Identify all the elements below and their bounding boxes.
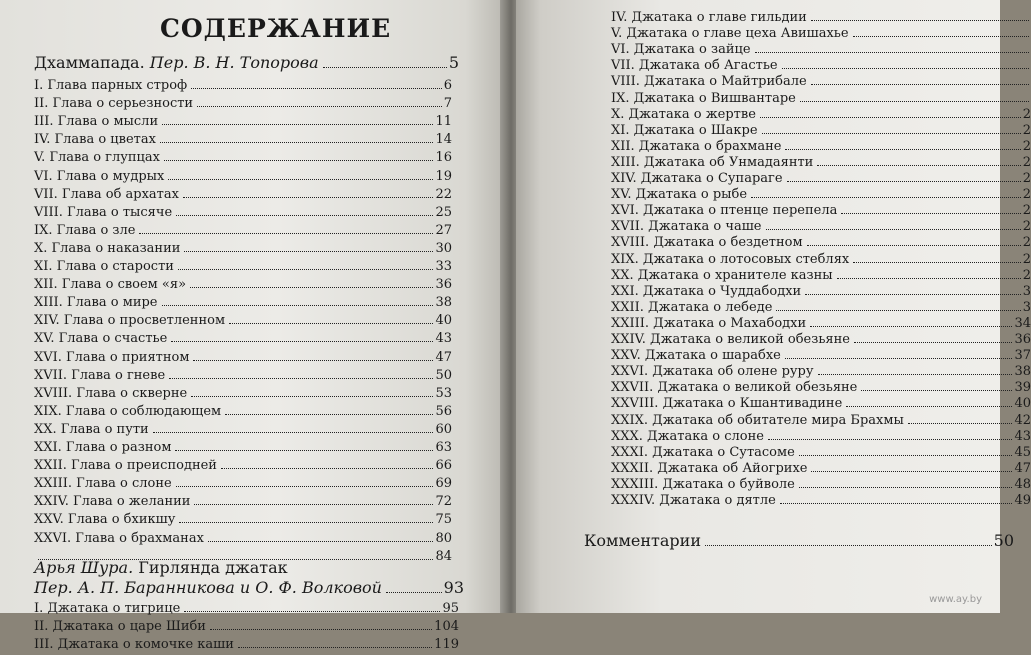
entry-title: III. Джатака о комочке каши xyxy=(34,637,234,652)
entry-title: V. Глава о глупцах xyxy=(34,150,160,166)
entry-title: XXX. Джатака о слоне xyxy=(611,428,764,444)
toc-entry xyxy=(34,150,452,168)
page-number: 80 xyxy=(435,530,452,546)
leader-dots xyxy=(787,181,1021,182)
entry-title: VIII. Глава о тысяче xyxy=(34,204,173,220)
entry-title: II. Джатака о царе Шиби xyxy=(34,619,206,634)
entry-title: XXXII. Джатака об Айогрихе xyxy=(611,460,808,476)
toc-entry xyxy=(34,114,452,132)
page-number: 2 xyxy=(1022,171,1031,186)
entry-title: XVIII. Джатака о бездетном xyxy=(611,235,803,251)
leader-dots xyxy=(191,88,441,89)
toc-entry xyxy=(34,187,452,205)
leader-dots xyxy=(386,592,442,593)
toc-entry xyxy=(34,512,452,530)
page-number: 53 xyxy=(435,385,452,401)
section-aryashura-translator xyxy=(34,578,464,600)
toc-entry xyxy=(34,440,452,458)
page-number: 2 xyxy=(1022,154,1031,170)
entry-title: XXVII. Джатака о великой обезьяне xyxy=(611,380,858,396)
leader-dots xyxy=(179,522,433,523)
entry-title: VIII. Джатака о Майтрибале xyxy=(611,74,807,90)
leader-dots xyxy=(169,378,433,379)
leader-dots xyxy=(168,179,433,180)
leader-dots xyxy=(178,269,434,270)
page-number: 104 xyxy=(434,619,459,634)
page-number: 40 xyxy=(435,313,452,329)
entry-title: IV. Глава о цветах xyxy=(34,132,156,148)
page-number: 75 xyxy=(435,512,452,528)
entry-title: XIII. Глава о мире xyxy=(34,295,158,311)
toc-entry xyxy=(34,531,452,549)
leader-dots xyxy=(184,251,433,252)
leader-dots xyxy=(191,396,433,397)
leader-dots xyxy=(229,323,433,324)
page-number: 19 xyxy=(435,168,452,184)
leader-dots xyxy=(221,468,433,469)
entry-title: I. Глава парных строф xyxy=(34,78,188,93)
toc-entry xyxy=(34,241,452,259)
leader-dots xyxy=(210,629,432,630)
page-number: 119 xyxy=(434,637,459,652)
page-number: 7 xyxy=(443,96,452,112)
entry-title: XXVIII. Джатака о Кшантивадине xyxy=(611,396,843,412)
toc-entry xyxy=(34,350,452,368)
leader-dots xyxy=(811,84,1029,85)
entry-title: XII. Джатака о брахмане xyxy=(611,138,782,154)
leader-dots xyxy=(171,341,433,342)
leader-dots xyxy=(176,486,434,487)
toc-entry xyxy=(34,331,452,349)
leader-dots xyxy=(811,471,1012,472)
page-number: 48 xyxy=(1014,476,1031,492)
entry-title: I. Джатака о тигрице xyxy=(34,601,181,616)
page-number: 47 xyxy=(1014,460,1031,476)
leader-dots xyxy=(841,213,1020,214)
entry-title: XI. Джатака о Шакре xyxy=(611,122,758,138)
leader-dots xyxy=(800,101,1029,102)
leader-dots xyxy=(162,305,434,306)
entry-title: XIII. Джатака об Унмадаянти xyxy=(611,154,814,170)
toc-entry xyxy=(34,96,452,114)
toc-entry xyxy=(34,368,452,386)
page-number: 16 xyxy=(435,150,452,166)
comments-entry xyxy=(584,531,1014,553)
page-number: 93 xyxy=(443,578,464,597)
leader-dots xyxy=(760,117,1021,118)
page-number: 22 xyxy=(435,186,452,202)
toc-entry xyxy=(34,386,452,404)
page-number: 36 xyxy=(435,277,452,293)
page-number: 66 xyxy=(435,458,452,474)
entry-title: XXIV. Глава о желании xyxy=(34,494,191,510)
page-number: 49 xyxy=(1014,493,1031,508)
page-number: 84 xyxy=(435,548,452,564)
page-number: 2 xyxy=(1022,122,1031,138)
leader-dots xyxy=(780,503,1013,504)
toc-entry xyxy=(34,259,452,277)
right-page xyxy=(516,0,1031,613)
page-number: 27 xyxy=(435,222,452,238)
entry-title: XI. Глава о старости xyxy=(34,259,174,274)
leader-dots xyxy=(190,287,433,288)
entry-title: XXIII. Джатака о Махабодхи xyxy=(611,315,807,331)
entry-title: XVII. Глава о гневе xyxy=(34,367,166,383)
page-number: 2 xyxy=(1022,106,1031,122)
section-aryashura xyxy=(34,558,459,580)
toc-entry xyxy=(34,132,452,150)
leader-dots xyxy=(194,504,433,505)
leader-dots xyxy=(805,294,1021,295)
leader-dots xyxy=(854,342,1012,343)
toc-entry xyxy=(34,205,452,223)
entry-title: XX. Джатака о хранителе казны xyxy=(611,267,833,283)
leader-dots xyxy=(153,432,434,433)
toc-entry xyxy=(34,458,452,476)
page-number: 2 xyxy=(1022,235,1031,251)
section-translator: Пер. А. П. Баранникова и О. Ф. Волковой xyxy=(34,578,382,597)
page-number: 14 xyxy=(435,132,452,148)
toc-entry xyxy=(34,223,452,241)
entry-title: XXXIII. Джатака о буйволе xyxy=(611,476,795,492)
entry-title: XXII. Глава о преисподней xyxy=(34,458,217,474)
toc-entry xyxy=(34,404,452,422)
watermark: www.ay.by xyxy=(929,594,982,605)
page-number: 45 xyxy=(1014,444,1031,460)
entry-title: XIV. Глава о просветленном xyxy=(34,313,226,329)
leader-dots xyxy=(807,245,1021,246)
page-number: 6 xyxy=(443,78,452,93)
page-number: 11 xyxy=(435,114,452,130)
entry-title: II. Глава о серьезности xyxy=(34,96,194,112)
section-author: Дхаммапада. Пер. В. Н. Топорова xyxy=(34,53,319,72)
entry-title: XXV. Глава о бхикшу xyxy=(34,512,176,528)
page-number: 39 xyxy=(1014,380,1031,396)
entry-title: XII. Глава о своем «я» xyxy=(34,277,187,293)
leader-dots xyxy=(846,406,1012,407)
entry-title: XIX. Глава о соблюдающем xyxy=(34,403,222,419)
page-number: 2 xyxy=(1022,138,1031,154)
entry-title: V. Джатака о главе цеха Авишахье xyxy=(611,26,849,42)
page-number: 2 xyxy=(1022,267,1031,283)
leader-dots xyxy=(238,647,432,648)
toc-entry xyxy=(34,78,452,96)
leader-dots xyxy=(197,106,442,107)
entry-title: VI. Глава о мудрых xyxy=(34,168,165,184)
page-title: СОДЕРЖАНИЕ xyxy=(160,14,392,43)
page-number: 3 xyxy=(1022,283,1031,299)
entry-title: XXIX. Джатака об обитателе мира Брахмы xyxy=(611,412,904,428)
page-number: 38 xyxy=(435,295,452,311)
leader-dots xyxy=(164,160,433,161)
section-title: Арья Шура. Гирлянда джатак xyxy=(34,558,288,577)
page-number: 30 xyxy=(435,240,452,256)
entry-title: III. Глава о мысли xyxy=(34,114,159,130)
page-number: 2 xyxy=(1022,251,1031,267)
page-number: 42 xyxy=(1014,412,1031,428)
entry-title: VII. Джатака об Агастье xyxy=(611,58,778,74)
page-number: 56 xyxy=(435,403,452,419)
leader-dots xyxy=(175,450,433,451)
leader-dots xyxy=(193,360,433,361)
page-number: 34 xyxy=(1014,315,1031,331)
leader-dots xyxy=(183,197,433,198)
entry-title: XXXI. Джатака о Сутасоме xyxy=(611,444,795,460)
page-number: 36 xyxy=(1014,332,1031,347)
page-number: 5 xyxy=(448,53,459,72)
section-dhammapada xyxy=(34,53,459,75)
entry-title: VI. Джатака о зайце xyxy=(611,42,751,58)
page-number: 47 xyxy=(435,349,452,365)
entry-title: XVI. Джатака о птенце перепела xyxy=(611,203,838,219)
page-number: 60 xyxy=(435,421,452,437)
entry-title: XX. Глава о пути xyxy=(34,421,149,437)
left-page xyxy=(0,0,506,652)
entry-title: XVIII. Глава о скверне xyxy=(34,385,188,401)
page-number: 95 xyxy=(442,601,459,616)
leader-dots xyxy=(225,414,433,415)
leader-dots xyxy=(768,439,1013,440)
toc-entry xyxy=(611,493,1031,511)
leader-dots xyxy=(799,487,1013,488)
leader-dots xyxy=(817,165,1020,166)
entry-title: XXI. Глава о разном xyxy=(34,440,172,455)
entry-title: IX. Глава о зле xyxy=(34,222,136,238)
entry-title: IX. Джатака о Вишвантаре xyxy=(611,90,796,106)
page-number: 69 xyxy=(435,476,452,492)
leader-dots xyxy=(853,36,1029,37)
leader-dots xyxy=(853,262,1020,263)
page-number: 2 xyxy=(1022,203,1031,219)
entry-title: VII. Глава об архатах xyxy=(34,186,179,202)
toc-entry xyxy=(34,494,452,512)
leader-dots xyxy=(176,215,433,216)
entry-title: XV. Глава о счастье xyxy=(34,331,168,347)
leader-dots xyxy=(766,229,1021,230)
leader-dots xyxy=(810,326,1012,327)
leader-dots xyxy=(785,149,1020,150)
toc-entry xyxy=(34,476,452,494)
leader-dots xyxy=(705,545,992,546)
page-number: 25 xyxy=(435,204,452,220)
toc-entry xyxy=(34,277,452,295)
leader-dots xyxy=(818,374,1013,375)
entry-title: X. Глава о наказании xyxy=(34,240,181,256)
leader-dots xyxy=(323,67,447,68)
leader-dots xyxy=(208,541,434,542)
toc-entry xyxy=(34,422,452,440)
page-number: 50 xyxy=(435,367,452,383)
leader-dots xyxy=(755,52,1029,53)
entry-title: XIX. Джатака о лотосовых стеблях xyxy=(611,251,850,267)
entry-title: XXXIV. Джатака о дятле xyxy=(611,493,776,508)
toc-entry xyxy=(34,619,459,637)
entry-title: IV. Джатака о главе гильдии xyxy=(611,10,807,25)
toc-entry xyxy=(34,169,452,187)
leader-dots xyxy=(785,358,1013,359)
page-number: 43 xyxy=(1014,428,1031,444)
entry-title: XXIV. Джатака о великой обезьяне xyxy=(611,332,850,347)
page-number: 2 xyxy=(1022,219,1031,235)
toc-entry xyxy=(34,313,452,331)
toc-entry xyxy=(34,637,459,655)
leader-dots xyxy=(776,310,1020,311)
page-number: 37 xyxy=(1014,348,1031,364)
leader-dots xyxy=(160,142,434,143)
leader-dots xyxy=(782,68,1029,69)
entry-title: XIV. Джатака о Супараге xyxy=(611,171,783,186)
page-number: 3 xyxy=(1022,299,1031,315)
page-number: 38 xyxy=(1014,364,1031,380)
entry-title: XXV. Джатака о шарабхе xyxy=(611,348,781,364)
leader-dots xyxy=(162,124,433,125)
entry-title: XXVI. Глава о брахманах xyxy=(34,530,204,546)
page-number: 40 xyxy=(1014,396,1031,412)
toc-entry xyxy=(34,295,452,313)
toc-entry xyxy=(34,601,459,619)
comments-label: Комментарии xyxy=(584,531,701,550)
entry-title: XXIII. Глава о слоне xyxy=(34,476,172,492)
leader-dots xyxy=(139,233,433,234)
entry-title: XXVI. Джатака об олене руру xyxy=(611,364,814,380)
entry-title: XVI. Глава о приятном xyxy=(34,349,190,365)
page-number: 63 xyxy=(435,440,452,455)
entry-title: X. Джатака о жертве xyxy=(611,106,756,122)
leader-dots xyxy=(837,278,1021,279)
page-number: 33 xyxy=(435,259,452,274)
leader-dots xyxy=(799,455,1013,456)
page-number: 43 xyxy=(435,331,452,347)
page-number: 50 xyxy=(993,531,1014,550)
entry-title: XXI. Джатака о Чуддабодхи xyxy=(611,283,802,299)
leader-dots xyxy=(751,197,1021,198)
leader-dots xyxy=(762,133,1021,134)
leader-dots xyxy=(861,390,1012,391)
leader-dots xyxy=(811,20,1029,21)
leader-dots xyxy=(184,611,440,612)
entry-title: XVII. Джатака о чаше xyxy=(611,219,762,235)
page-number: 2 xyxy=(1022,187,1031,203)
entry-title: XV. Джатака о рыбе xyxy=(611,187,748,203)
entry-title: XXII. Джатака о лебеде xyxy=(611,299,773,315)
leader-dots xyxy=(908,423,1013,424)
page-number: 72 xyxy=(435,494,452,510)
